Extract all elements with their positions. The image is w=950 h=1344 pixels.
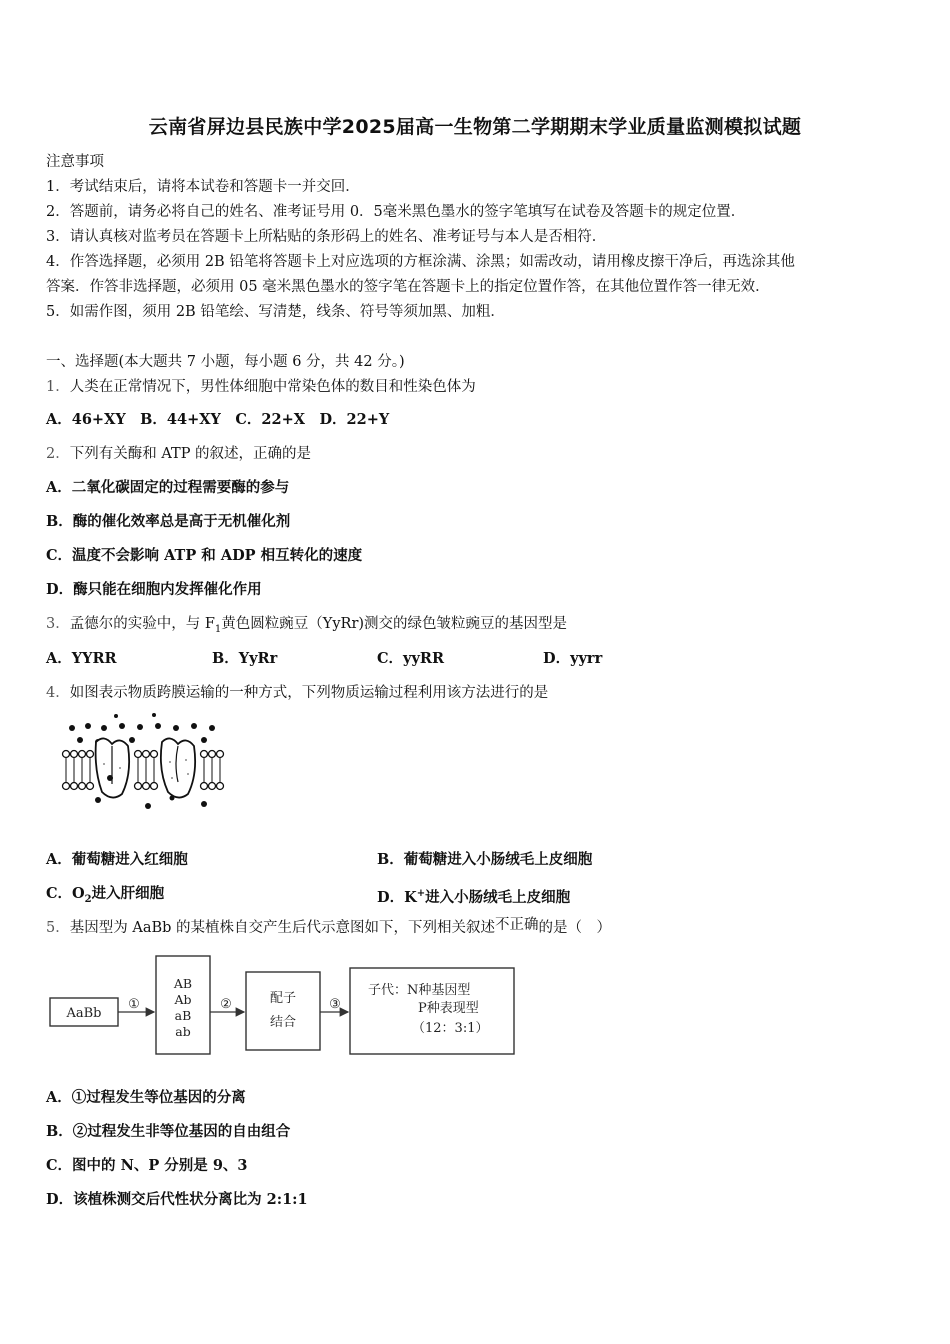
gamete-ab-upper: AB <box>173 976 193 991</box>
step-2-label: ② <box>220 997 232 1012</box>
option-text: C．O <box>46 885 85 902</box>
question-5 <box>46 918 611 938</box>
q4-option-c <box>46 884 164 910</box>
offspring-label-3: （12：3:1） <box>412 1021 489 1036</box>
page-title: 云南省屏边县民族中学2025届高一生物第二学期期末学业质量监测模拟试题 <box>148 116 802 138</box>
notice-item-4-cont: 答案．作答非选择题，必须用 05 毫米黑色墨水的签字笔在答题卡上的指定位置作答，在其他位置作答一律无效． <box>46 279 770 295</box>
q5-option-d: D．该植株测交后代性状分离比为 2:1:1 <box>46 1191 308 1208</box>
notice-heading: 注意事项 <box>46 154 104 170</box>
question-number: 1． <box>46 379 70 395</box>
superscript: + <box>416 888 426 899</box>
q5-option-a: A．①过程发生等位基因的分离 <box>46 1089 246 1106</box>
question-stem: 孟德尔的实验中，与 F <box>69 616 215 632</box>
question-stem: 下列有关酶和 ATP 的叙述，正确的是 <box>69 446 312 462</box>
step-1-label: ① <box>128 997 140 1012</box>
q4-option-a: A．葡萄糖进入红细胞 <box>46 851 188 868</box>
question-stem: 基因型为 AaBb 的某植株自交产生后代示意图如下，下列相关叙述 <box>69 920 496 936</box>
q4-option-b: B．葡萄糖进入小肠绒毛上皮细胞 <box>377 851 593 868</box>
q2-option-c: C．温度不会影响 ATP 和 ADP 相互转化的速度 <box>46 547 363 564</box>
question-stem: 人类在正常情况下，男性体细胞中常染色体的数目和性染色体为 <box>69 379 476 395</box>
q4-option-d <box>377 884 570 908</box>
option-text: D．K <box>377 888 417 906</box>
question-4 <box>46 683 548 703</box>
gamete-ab-mixed: Ab <box>174 992 192 1007</box>
q5-option-b: B．②过程发生非等位基因的自由组合 <box>46 1123 291 1140</box>
step-3-label: ③ <box>329 997 341 1012</box>
question-stem-cont: 黄色圆粒豌豆（YyRr)测交的绿色皱粒豌豆的基因型是 <box>221 616 568 632</box>
question-stem-cont: 的是（ ） <box>538 920 612 936</box>
gamete-ab-lower-a: aB <box>174 1008 192 1023</box>
gamete-ab-lower: ab <box>175 1024 191 1039</box>
question-1 <box>46 377 476 397</box>
combine-label-1: 配子 <box>269 991 297 1006</box>
q2-option-b: B．酶的催化效率总是高于无机催化剂 <box>46 513 291 530</box>
offspring-label-2: P种表现型 <box>418 1001 479 1016</box>
membrane-transport-figure <box>58 712 228 812</box>
notice-item-4: 4．作答选择题，必须用 2B 铅笔将答题卡上对应选项的方框涂满、涂黑；如需改动，请用橡皮擦干净后，再选涂其他 <box>46 254 795 270</box>
notice-item-3: 3．请认真核对监考员在答题卡上所粘贴的条形码上的姓名、准考证号与本人是否相符． <box>46 229 607 245</box>
q3-option-b: B．YyRr <box>212 650 278 667</box>
q3-option-d: D．yyrr <box>543 650 603 667</box>
question-stem: 如图表示物质跨膜运输的一种方式，下列物质运输过程利用该方法进行的是 <box>69 685 549 701</box>
parent-genotype: AaBb <box>66 1006 102 1021</box>
self-cross-diagram <box>46 950 520 1060</box>
subscript: 2 <box>84 893 92 905</box>
combine-box <box>246 972 320 1050</box>
notice-item-1: 1．考试结束后，请将本试卷和答题卡一并交回． <box>46 179 360 195</box>
q3-option-c: C．yyRR <box>377 650 444 667</box>
q2-option-a: A．二氧化碳固定的过程需要酶的参与 <box>46 479 290 496</box>
subscript: 1 <box>214 623 222 635</box>
emphasis-text: 不正确 <box>495 917 539 933</box>
offspring-label-1: 子代：N种基因型 <box>368 983 471 998</box>
notice-item-2: 2．答题前，请务必将自己的姓名、准考证号用 0．5毫米黑色墨水的签字笔填写在试卷及答题卡的规定位置． <box>46 204 746 220</box>
notice-item-5: 5．如需作图，须用 2B 铅笔绘、写清楚，线条、符号等须加黑、加粗． <box>46 304 505 320</box>
section-heading: 一、选择题(本大题共 7 小题，每小题 6 分，共 42 分。) <box>46 354 405 370</box>
question-2 <box>46 444 311 464</box>
question-3 <box>46 614 567 640</box>
option-text-cont: 进入肝细胞 <box>91 885 165 902</box>
question-number: 3． <box>46 616 70 632</box>
option-text-cont: 进入小肠绒毛上皮细胞 <box>425 888 571 906</box>
combine-label-2: 结合 <box>269 1015 297 1030</box>
question-number: 4． <box>46 685 70 701</box>
q3-option-a: A．YYRR <box>46 650 117 667</box>
q5-option-c: C．图中的 N、P 分别是 9、3 <box>46 1157 248 1174</box>
q2-option-d: D．酶只能在细胞内发挥催化作用 <box>46 581 262 598</box>
q1-options: A．46+XY B．44+XY C．22+X D．22+Y <box>46 411 390 428</box>
question-number: 5． <box>46 920 70 936</box>
question-number: 2． <box>46 446 70 462</box>
